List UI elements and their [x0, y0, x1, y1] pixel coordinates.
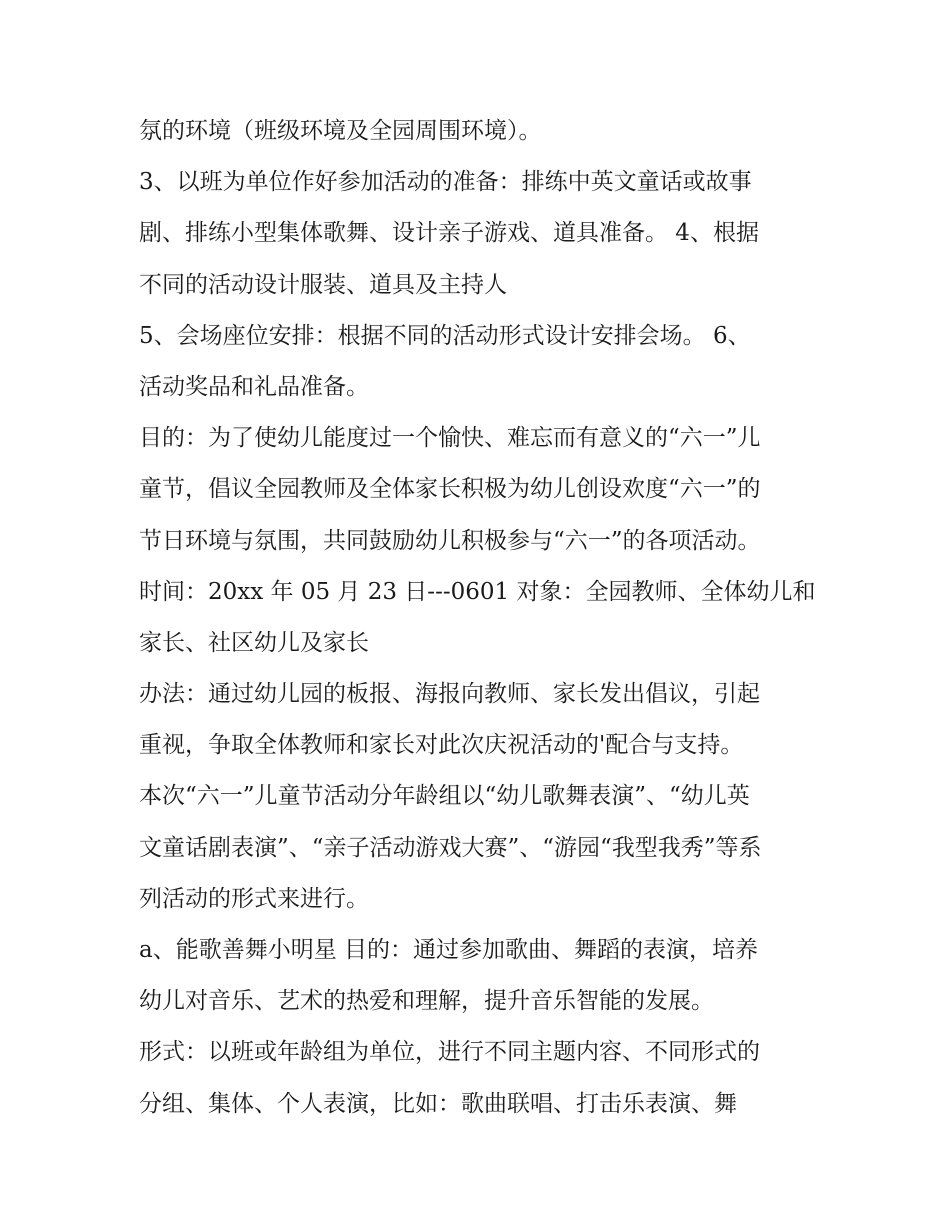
text-line: 形式：以班或年龄组为单位，进行不同主题内容、不同形式的 — [139, 1039, 760, 1066]
text-line: 5、会场座位安排：根据不同的活动形式设计安排会场。 6、 — [139, 322, 751, 349]
document-body — [139, 106, 819, 1130]
text-line: 不同的活动设计服装、道具及主持人 — [139, 271, 507, 298]
text-line: a、能歌善舞小明星 目的：通过参加歌曲、舞蹈的表演，培养 — [139, 937, 759, 963]
text-line: 本次“六一”儿童节活动分年龄组以“幼儿歌舞表演”、“幼儿英 — [139, 783, 750, 810]
text-line: 分组、集体、个人表演，比如：歌曲联唱、打击乐表演、舞 — [139, 1090, 737, 1117]
text-line: 节日环境与氛围，共同鼓励幼儿积极参与“六一”的各项活动。 — [139, 527, 761, 554]
text-line: 家长、社区幼儿及家长 — [139, 629, 369, 656]
text-line: 幼儿对音乐、艺术的热爱和理解，提升音乐智能的发展。 — [139, 988, 714, 1015]
text-line: 童节，倡议全园教师及全体家长积极为幼儿创设欢度“六一”的 — [139, 476, 761, 503]
text-line: 活动奖品和礼品准备。 — [139, 373, 369, 400]
text-line: 3、以班为单位作好参加活动的准备：排练中英文童话或故事 — [139, 169, 752, 196]
text-line: 时间：20xx 年 05 月 23 日---0601 对象：全园教师、全体幼儿和 — [139, 578, 816, 605]
text-line: 文童话剧表演”、“亲子活动游戏大赛”、“游园“我型我秀”等系 — [139, 834, 762, 861]
text-line: 氛的环境（班级环境及全园周围环境）。 — [139, 118, 542, 144]
text-line: 办法：通过幼儿园的板报、海报向教师、家长发出倡议，引起 — [139, 681, 760, 708]
text-line: 目的：为了使幼儿能度过一个愉快、难忘而有意义的“六一”儿 — [139, 425, 761, 452]
text-line: 列活动的形式来进行。 — [139, 885, 369, 912]
text-line: 剧、排练小型集体歌舞、设计亲子游戏、道具准备。 4、根据 — [139, 220, 759, 247]
text-line: 重视，争取全体教师和家长对此次庆祝活动的'配合与支持。 — [139, 732, 744, 759]
